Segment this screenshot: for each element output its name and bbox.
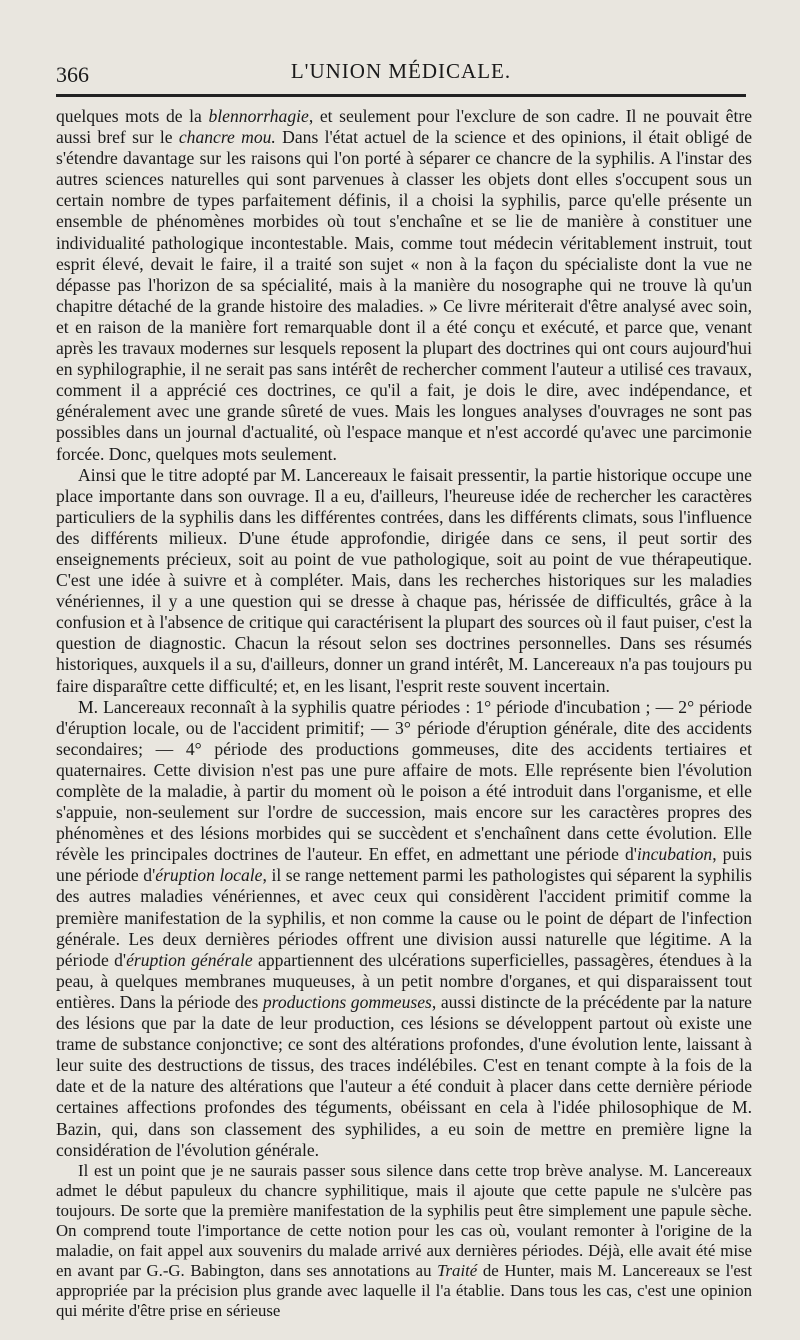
- italic-text: productions gommeuses: [262, 991, 432, 1012]
- italic-text: chancre mou.: [178, 127, 276, 148]
- text-run: quelques mots de la: [56, 106, 209, 126]
- body-text: [56, 106, 752, 1321]
- italic-text: Traité: [437, 1261, 478, 1281]
- paragraph: [56, 465, 752, 697]
- italic-text: blennorrhagie: [208, 106, 309, 126]
- text-run: , puis une période d': [56, 844, 752, 886]
- italic-text: éruption locale: [155, 865, 263, 886]
- paragraph: [56, 106, 752, 465]
- paragraph: [56, 697, 752, 1161]
- header-rule: [56, 94, 746, 97]
- italic-text: éruption générale: [126, 949, 253, 970]
- page-header: [56, 56, 746, 96]
- text-run: appartiennent des ulcérations superficielles, passagères, étendues à la peau, à quelques membranes muqueuses, à un petit nombre d'organes, et qui disparaissent tout entières. Dans la période des: [56, 949, 752, 1012]
- running-title: L'UNION MÉDICALE.: [290, 59, 512, 83]
- paragraph: [56, 1161, 752, 1322]
- page-number: 366: [56, 62, 89, 87]
- text-run: M. Lancereaux reconnaît à la syphilis quatre périodes : 1° période d'incubation ; — 2° période d'éruption locale, ou de l'accident primitif; — 3° période d'éruption générale, dite des accidents secondaires; — 4° période des productions gommeuses, dite des accidents tertiaires et quaternaires. Cette division n'est pas une pure affaire de mots. Elle représente bien l'évolution complète de la maladie, à partir du moment où le poison a été introduit dans l'organisme, et elle s'appuie, non-seulement sur l'ordre de succession, mais encore sur les caractères propres des phénomènes et des lésions morbides qui se succèdent et s'enchaînent dans cette évolution. Elle révèle les principales doctrines de l'auteur. En effet, en admettant une période d': [56, 696, 752, 865]
- text-run: Ainsi que le titre adopté par M. Lancereaux le faisait pressentir, la partie historique occupe une place importante dans son ouvrage. Il a eu, d'ailleurs, l'heureuse idée de rechercher les caractères particuliers de la syphilis dans les différentes contrées, dans les différents climats, sous l'influence des différents milieux. D'une étude approfondie, dirigée dans ce sens, il peut sortir des enseignements précieux, soit au point de vue pathologique, soit au point de vue thérapeutique. C'est une idée à suivre et à compléter. Mais, dans les recherches historiques sur les maladies vénériennes, il y a une question qui se dresse à chaque pas, hérissée de difficultés, grâce à la confusion et à l'absence de critique qui caractérisent la plupart des sources où il faut puiser, c'est la question de diagnostic. Chacun la résout selon ses doctrines personnelles. Dans ses résumés historiques, auxquels il a su, d'ailleurs, donner un grand intérêt, M. Lancereaux n'a pas toujours pu faire disparaître cette difficulté; et, en les lisant, l'esprit reste souvent incertain.: [56, 464, 752, 696]
- text-run: Dans l'état actuel de la science et des opinions, il était obligé de s'étendre davantage sur les raisons qui l'on porté à séparer ce chancre de la syphilis. A l'instar des autres sciences naturelles qui sont parvenues à classer les objets dont elles s'occupent sous un certain nombre de types parfaitement définis, il a choisi la syphilis, parce qu'elle présente un ensemble de phénomènes morbides où tout s'enchaîne et se lie de manière à constituer une individualité pathologique incontestable. Mais, comme tout médecin véritablement instruit, tout esprit élevé, devait le faire, il a traité son sujet « non à la façon du spécialiste dont la vue ne dépasse pas l'horizon de sa spécialité, mais à la manière du nosographe qui ne trouve là qu'un chapitre détaché de la grande histoire des maladies. » Ce livre mériterait d'être analysé avec soin, et en raison de la manière fort remarquable dont il a été conçu et exécuté, et parce que, venant après les travaux modernes sur lesquels reposent la plupart des doctrines qui ont cours aujourd'hui en syphilographie, il ne serait pas sans intérêt de rechercher comment l'auteur a utilisé ces travaux, comment il a apprécié ces doctrines, ce qu'il a fait, je dois le dire, avec indépendance, et généralement avec une grande sûreté de vues. Mais les longues analyses d'ouvrages ne sont pas possibles dans un journal d'actualité, où l'espace manque et n'est accordé qu'avec une parcimonie forcée. Donc, quelques mots seulement.: [56, 127, 752, 464]
- text-run: , il se range nettement parmi les pathologistes qui séparent la syphilis des autres maladies vénériennes, et avec ceux qui considèrent l'accident primitif comme la première manifestation de la syphilis, et non comme la cause ou le point de départ de l'infection générale. Les deux dernières périodes offrent une division aussi naturelle que légitime. A la période d': [56, 865, 752, 970]
- text-run: de Hunter, mais M. Lancereaux se l'est appropriée par la précision plus grande avec laquelle il l'a établie. Dans tous les cas, c'est une opinion qui mérite d'être prise en sérieuse: [56, 1261, 753, 1321]
- text-run: , et seulement pour l'exclure de son cadre. Il ne pouvait être aussi bref sur le: [56, 106, 753, 148]
- text-run: Il est un point que je ne saurais passer sous silence dans cette trop brève analyse. M. Lancereaux admet le début papuleux du chancre syphilitique, mais il ajoute que cette papule ne s'ulcère pas toujours. De sorte que la première manifestation de la syphilis peut être simplement une papule sèche. On comprend toute l'importance de cette notion pour les cas où, voulant remonter à l'origine de la maladie, on fait appel aux souvenirs du malade arrivé aux dernières périodes. Déjà, elle avait été mise en avant par G.-G. Babington, dans ses annotations au: [56, 1160, 752, 1281]
- italic-text: incubation: [636, 844, 713, 865]
- text-run: , aussi distincte de la précédente par la nature des lésions que par la date de leur production, ces lésions se développent partout où existe une trame de substance conjonctive; ce sont des altérations profondes, d'une évolution lente, laissant à leur suite des destructions de tissus, des traces indélébiles. C'est en tenant compte à la fois de la date et de la nature des altérations que l'auteur a été conduit à placer dans cette dernière période certaines affections profondes des téguments, obéissant en cela à l'idée philosophique de M. Bazin, qui, dans son classement des syphilides, a eu soin de mettre en première ligne la considération de l'évolution générale.: [56, 991, 752, 1160]
